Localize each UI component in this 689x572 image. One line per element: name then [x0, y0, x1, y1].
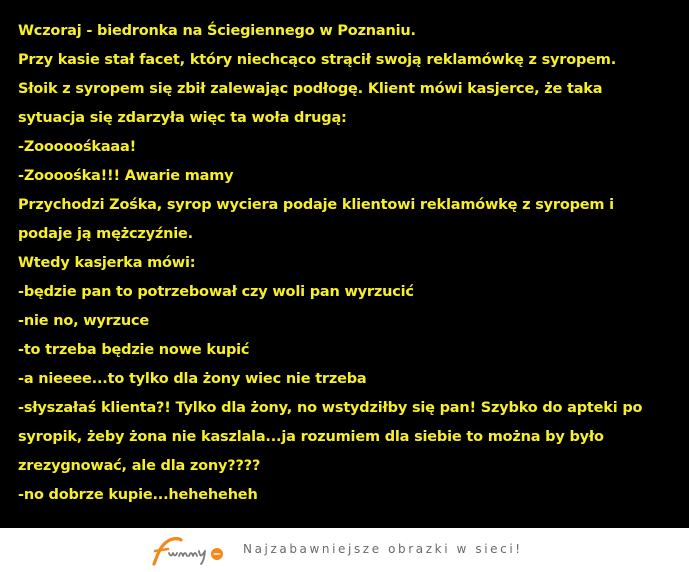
story-line: Przychodzi Zośka, syrop wyciera podaje klientowi reklamówkę z syropem i	[18, 197, 614, 213]
story-line: -będzie pan to potrzebował czy woli pan wyrzucić	[18, 284, 414, 300]
fonny-logo-icon[interactable]	[148, 534, 228, 568]
footer-tagline: Najzabawniejsze obrazki w sieci!	[243, 542, 523, 556]
story-line: -a nieeee...to tylko dla żony wiec nie trzeba	[18, 371, 367, 387]
story-line: sytuacja się zdarzyła więc ta woła drugą:	[18, 110, 347, 126]
footer	[0, 528, 689, 572]
story-line: -słyszałaś klienta?! Tylko dla żony, no wstydziłby się pan! Szybko do apteki po	[18, 400, 643, 416]
story-line: Wtedy kasjerka mówi:	[18, 255, 196, 271]
story-line: podaje ją mężczyźnie.	[18, 226, 193, 242]
story-line: -no dobrze kupie...heheheheh	[18, 487, 258, 503]
story-line: zrezygnować, ale dla zony????	[18, 458, 261, 474]
story-line: Przy kasie stał facet, który niechcąco strącił swoją reklamówkę z syropem.	[18, 52, 617, 68]
story-line: -nie no, wyrzuce	[18, 313, 150, 329]
story-line: Wczoraj - biedronka na Ściegiennego w Poznaniu.	[18, 23, 416, 39]
story-line: -Zoooośka!!! Awarie mamy	[18, 168, 234, 184]
story-line: syropik, żeby żona nie kaszlala...ja rozumiem dla siebie to można by było	[18, 429, 604, 445]
story-line: -to trzeba będzie nowe kupić	[18, 342, 250, 358]
story-line: -Zooooośkaaa!	[18, 139, 136, 155]
story-line: Słoik z syropem się zbił zalewając podłogę. Klient mówi kasjerce, że taka	[18, 81, 603, 97]
